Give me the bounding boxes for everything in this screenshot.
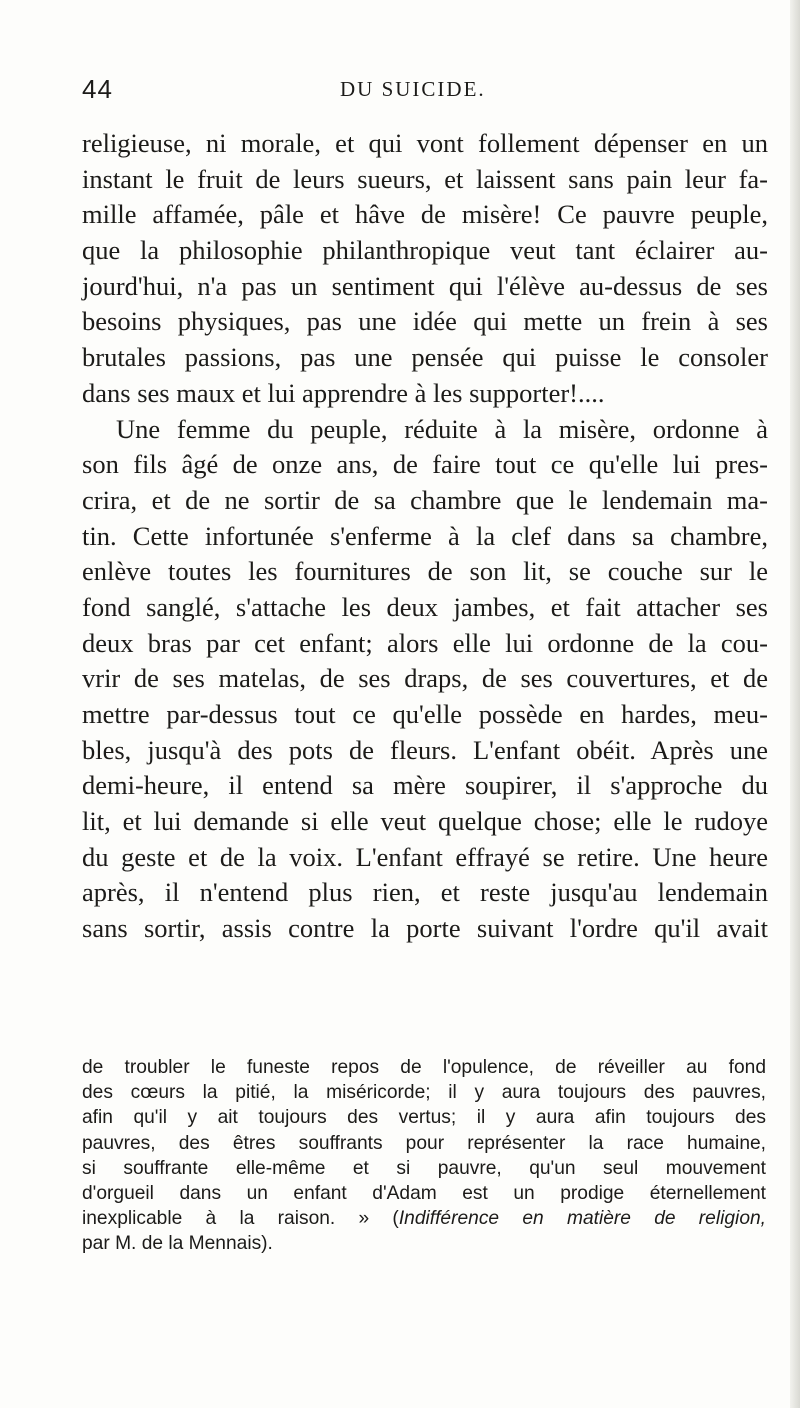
text-line: enlève toutes les fournitures de son lit, se couche sur le <box>82 556 768 587</box>
footnote-line: de troubler le funeste repos de l'opulence, de réveiller au fond <box>82 1057 766 1078</box>
text-line: son fils âgé de onze ans, de faire tout ce qu'elle lui pres- <box>82 449 768 480</box>
text-line: deux bras par cet enfant; alors elle lui ordonne de la cou- <box>82 627 768 658</box>
text-line: mille affamée, pâle et hâve de misère! Ce pauvre peuple, <box>82 199 768 230</box>
text-line: brutales passions, pas une pensée qui puisse le consoler <box>82 342 768 373</box>
footnote-line: par M. de la Mennais). <box>82 1233 273 1255</box>
text-line: besoins physiques, pas une idée qui mette un frein à ses <box>82 306 768 337</box>
cited-work-title: Indifférence en matière de religion, <box>398 1208 766 1230</box>
text-line: dans ses maux et lui apprendre à les supporter!.... <box>82 377 605 408</box>
text-line: Une femme du peuple, réduite à la misère, ordonne à <box>116 413 768 444</box>
footnote-line: des cœurs la pitié, la miséricorde; il y aura toujours des pauvres, <box>82 1082 766 1104</box>
text-line: instant le fruit de leurs sueurs, et laissent sans pain leur fa- <box>82 163 768 194</box>
footnote-line: si souffrante elle-même et si pauvre, qu'un seul mouvement <box>82 1157 766 1179</box>
main-text <box>82 126 768 947</box>
footnote-text: inexplicable à la raison. » ( <box>82 1208 399 1230</box>
text-line: jourd'hui, n'a pas un sentiment qui l'élève au-dessus de ses <box>82 270 768 301</box>
page-edge-shadow <box>790 0 800 1408</box>
text-line: que la philosophie philanthropique veut tant éclairer au- <box>82 235 768 266</box>
footnote <box>82 1055 766 1257</box>
text-line: vrir de ses matelas, de ses draps, de ses couvertures, et de <box>82 663 768 694</box>
text-line: demi-heure, il entend sa mère soupirer, il s'approche du <box>82 770 768 801</box>
page-header <box>82 74 762 114</box>
text-line: mettre par-dessus tout ce qu'elle possède en hardes, meu- <box>82 699 768 729</box>
footnote-line: pauvres, des êtres souffrants pour représenter la race humaine, <box>82 1132 766 1154</box>
running-head: DU SUICIDE. <box>340 77 486 101</box>
text-line: fond sanglé, s'attache les deux jambes, et fait attacher ses <box>82 591 768 622</box>
text-line: religieuse, ni morale, et qui vont follement dépenser en un <box>82 128 768 158</box>
text-line: sans sortir, assis contre la porte suivant l'ordre qu'il avait <box>82 913 768 944</box>
footnote-line <box>82 1206 766 1231</box>
text-line: après, il n'entend plus rien, et reste jusqu'au lendemain <box>82 877 768 908</box>
footnote-line: d'orgueil dans un enfant d'Adam est un prodige éternellement <box>82 1182 766 1204</box>
text-line: du geste et de la voix. L'enfant effrayé se retire. Une heure <box>82 841 768 872</box>
text-line: crira, et de ne sortir de sa chambre que le lendemain ma- <box>82 484 768 515</box>
page-number: 44 <box>82 74 113 104</box>
text-line: bles, jusqu'à des pots de fleurs. L'enfant obéit. Après une <box>82 734 768 765</box>
text-line: lit, et lui demande si elle veut quelque chose; elle le rudoye <box>82 806 768 837</box>
footnote-line: afin qu'il y ait toujours des vertus; il y aura afin toujours des <box>82 1107 766 1129</box>
text-line: tin. Cette infortunée s'enferme à la clef dans sa chambre, <box>82 520 768 551</box>
